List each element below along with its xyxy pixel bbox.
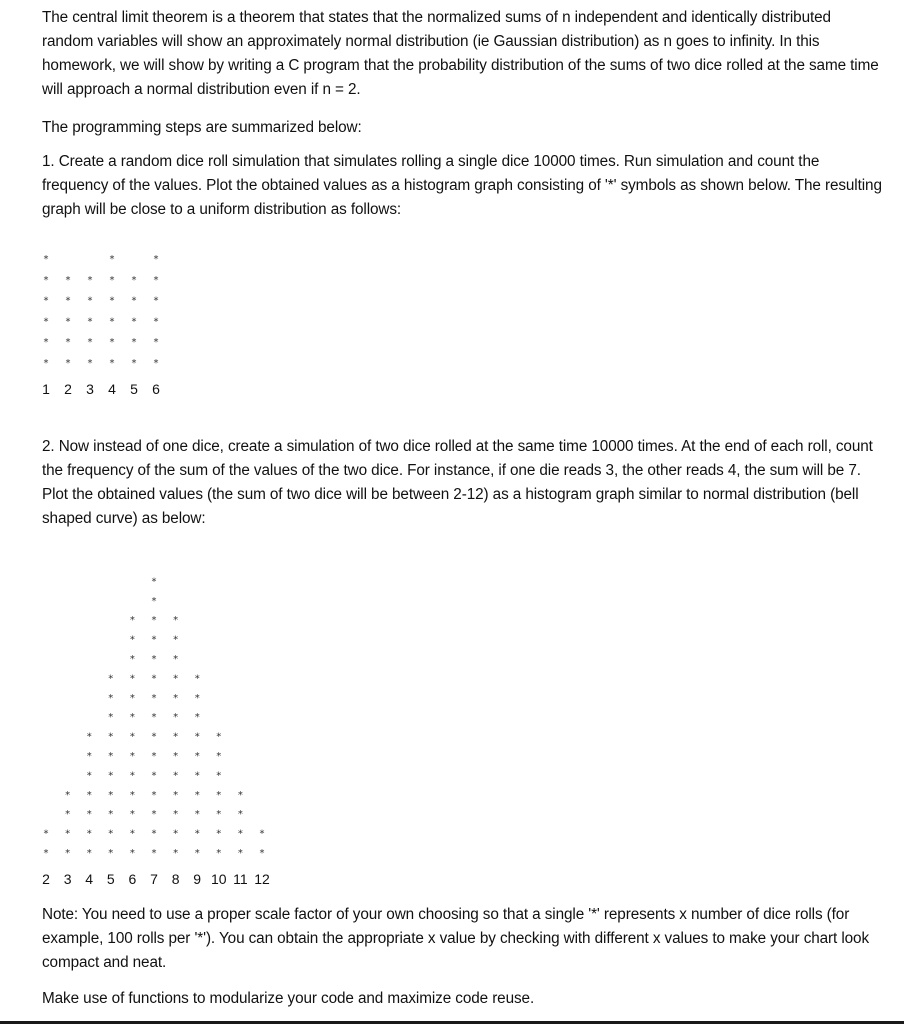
sum-11-star: * (237, 848, 243, 859)
sum-10-star: * (216, 731, 222, 743)
sum-8-star: * (173, 751, 179, 762)
die-3-star: * (87, 295, 93, 307)
die-2-star: * (65, 358, 71, 369)
sum-9-star: * (194, 828, 200, 840)
die-6-star: * (153, 358, 159, 369)
sum-8-star: * (173, 789, 179, 801)
die-2-star: * (65, 295, 71, 307)
sum-7-star: * (151, 634, 157, 646)
die-1-star: * (43, 337, 49, 349)
sum-6-star: * (129, 848, 135, 859)
sum-label-8: 8 (171, 871, 180, 887)
sum-9-star: * (194, 731, 200, 743)
sum-7-star: * (151, 595, 157, 607)
sum-10-star: * (216, 809, 222, 821)
die-5-star: * (131, 337, 137, 349)
sum-4-star: * (86, 828, 92, 840)
sum-8-star: * (173, 673, 179, 685)
sum-6-star: * (129, 770, 135, 782)
sum-9-star: * (194, 692, 200, 704)
die-2-star: * (65, 316, 71, 328)
die-3-star: * (87, 316, 93, 328)
sum-9-star: * (194, 673, 200, 685)
sum-8-star: * (173, 809, 179, 821)
die-1-star: * (43, 358, 49, 369)
die-5-star: * (131, 295, 137, 307)
die-3-star: * (87, 274, 93, 286)
sum-5-star: * (108, 848, 114, 859)
sum-12-star: * (259, 848, 265, 859)
sum-5-star: * (108, 770, 114, 782)
sum-5-star: * (108, 692, 114, 704)
sum-7-star: * (151, 673, 157, 685)
die-6-star: * (153, 274, 159, 286)
sum-7-star: * (151, 809, 157, 821)
sum-7-star: * (151, 828, 157, 840)
die-4-star: * (109, 274, 115, 286)
die-4-star: * (109, 295, 115, 307)
sum-12-star: * (259, 828, 265, 840)
sum-4-star: * (86, 789, 92, 801)
sum-10-star: * (216, 828, 222, 840)
sum-7-star: * (151, 654, 157, 665)
sum-8-star: * (173, 828, 179, 840)
sum-10-star: * (216, 770, 222, 782)
sum-8-star: * (173, 731, 179, 743)
sum-9-star: * (194, 712, 200, 724)
die-label-2: 2 (64, 381, 72, 397)
sum-4-star: * (86, 809, 92, 821)
die-4-star: * (109, 254, 115, 265)
sum-label-7: 7 (150, 871, 158, 887)
die-1-star: * (43, 316, 49, 328)
sum-label-10: 10 (211, 871, 227, 887)
sum-8-star: * (173, 848, 179, 859)
sum-9-star: * (194, 770, 200, 782)
sum-3-star: * (65, 848, 71, 859)
die-6-star: * (153, 316, 159, 328)
sum-label-3: 3 (63, 871, 72, 887)
sum-8-star: * (173, 712, 179, 724)
sum-label-5: 5 (106, 871, 115, 887)
sum-11-star: * (237, 789, 243, 801)
sum-5-star: * (108, 673, 114, 685)
sum-3-star: * (65, 828, 71, 840)
die-2-star: * (65, 337, 71, 349)
sum-5-star: * (108, 828, 114, 840)
sum-6-star: * (129, 615, 135, 627)
sum-6-star: * (129, 751, 135, 762)
sum-6-star: * (129, 712, 135, 724)
sum-7-star: * (151, 615, 157, 627)
sum-label-2: 2 (42, 871, 50, 887)
sum-8-star: * (173, 770, 179, 782)
sum-label-9: 9 (193, 871, 202, 887)
sum-6-star: * (129, 673, 135, 685)
sum-6-star: * (129, 731, 135, 743)
die-5-star: * (131, 316, 137, 328)
die-4-star: * (109, 337, 115, 349)
sum-6-star: * (129, 654, 135, 665)
die-4-star: * (109, 358, 115, 369)
sum-4-star: * (86, 751, 92, 762)
die-6-star: * (153, 254, 159, 265)
sum-3-star: * (65, 809, 71, 821)
sum-7-star: * (151, 692, 157, 704)
sum-5-star: * (108, 809, 114, 821)
sum-7-star: * (151, 848, 157, 859)
sum-6-star: * (129, 692, 135, 704)
sum-label-6: 6 (128, 871, 137, 887)
sum-8-star: * (173, 615, 179, 627)
die-label-3: 3 (86, 381, 94, 397)
die-label-4: 4 (108, 381, 116, 397)
die-3-star: * (87, 337, 93, 349)
sum-7-star: * (151, 731, 157, 743)
die-1-star: * (43, 295, 49, 307)
die-5-star: * (131, 274, 137, 286)
sum-6-star: * (129, 789, 135, 801)
sum-5-star: * (108, 789, 114, 801)
sum-9-star: * (194, 751, 200, 762)
die-5-star: * (131, 358, 137, 369)
die-label-5: 5 (130, 381, 138, 397)
sum-10-star: * (216, 751, 222, 762)
sum-6-star: * (129, 828, 135, 840)
die-6-star: * (153, 337, 159, 349)
sum-6-star: * (129, 809, 135, 821)
die-3-star: * (87, 358, 93, 369)
step1-paragraph: 1. Create a random dice roll simulation that simulates rolling a single dice 10000 times. Run simulation and count the frequency of the values. Plot the obtained values as a histogram graph consisting of '*' symbols as shown below. The resulting graph will be close to a uniform distribution as follows: (42, 153, 882, 218)
intro-paragraph: The central limit theorem is a theorem that states that the normalized sums of n independent and identically distributed random variables will show an approximately normal distribution (ie Gaussian distribution) as n goes to infinity. In this homework, we will show by writing a C program that the probability distribution of the sums of two dice rolled at the same time will approach a normal distribution even if n = 2. (42, 9, 879, 98)
sum-11-star: * (237, 828, 243, 840)
die-label-6: 6 (152, 381, 160, 397)
sum-11-star: * (237, 809, 243, 821)
sum-10-star: * (216, 848, 222, 859)
sum-8-star: * (173, 634, 179, 646)
sum-7-star: * (151, 770, 157, 782)
sum-4-star: * (86, 770, 92, 782)
sum-2-star: * (43, 848, 49, 859)
sum-7-star: * (151, 751, 157, 762)
sum-4-star: * (86, 848, 92, 859)
sum-2-star: * (43, 828, 49, 840)
die-label-1: 1 (42, 381, 50, 397)
die-2-star: * (65, 274, 71, 286)
sum-5-star: * (108, 712, 114, 724)
sum-label-11: 11 (233, 871, 248, 887)
steps-heading: The programming steps are summarized below: (42, 119, 362, 136)
sum-10-star: * (216, 789, 222, 801)
sum-7-star: * (151, 789, 157, 801)
die-1-star: * (43, 274, 49, 286)
die-6-star: * (153, 295, 159, 307)
final-paragraph: Make use of functions to modularize your code and maximize code reuse. (42, 990, 535, 1007)
sum-4-star: * (86, 731, 92, 743)
sum-8-star: * (173, 692, 179, 704)
sum-5-star: * (108, 751, 114, 762)
sum-7-star: * (151, 712, 157, 724)
sum-8-star: * (173, 654, 179, 665)
sum-9-star: * (194, 848, 200, 859)
note-paragraph: Note: You need to use a proper scale factor of your own choosing so that a single '*' represents x number of dice rolls (for example, 100 rolls per '*'). You can obtain the appropriate x value by checking with different x values to make your chart look compact and neat. (42, 906, 870, 971)
sum-9-star: * (194, 789, 200, 801)
step2-paragraph: 2. Now instead of one dice, create a simulation of two dice rolled at the same time 10000 times. At the end of each roll, count the frequency of the sum of the values of the two dice. For instance, if one die reads 3, the other reads 4, the sum will be 7. Plot the obtained values (the sum of two dice will be between 2-12) as a histogram graph similar to normal distribution (bell shaped curve) as below: (42, 438, 873, 527)
die-4-star: * (109, 316, 115, 328)
sum-label-4: 4 (85, 871, 94, 887)
sum-6-star: * (129, 634, 135, 646)
die-1-star: * (43, 254, 49, 265)
sum-9-star: * (194, 809, 200, 821)
sum-5-star: * (108, 731, 114, 743)
sum-7-star: * (151, 576, 157, 588)
sum-label-12: 12 (254, 871, 270, 887)
sum-3-star: * (65, 789, 71, 801)
